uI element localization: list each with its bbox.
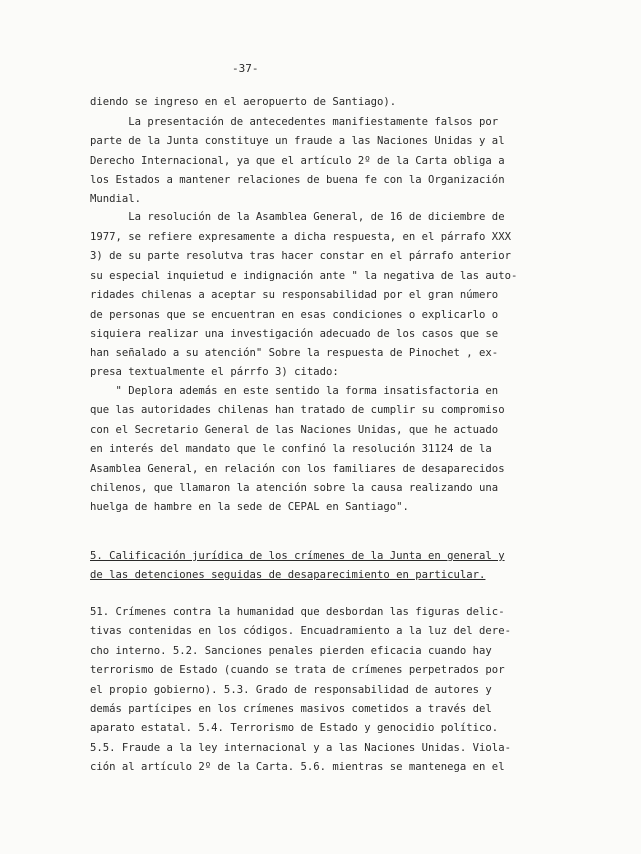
text-line: los Estados a mantener relaciones de buena fe con la Organización — [90, 174, 505, 186]
text-line: su especial inquietud e indignación ante " la negativa de las auto- — [90, 270, 518, 282]
text-line: siquiera realizar una investigación adecuado de los casos que se — [90, 328, 499, 340]
text-line: demás partícipes en los crímenes masivos cometidos a través del — [90, 703, 492, 715]
text-line: de personas que se encuentran en esas condiciones o explicarlo o — [90, 309, 499, 321]
text-line: ridades chilenas a aceptar su responsabilidad por el gran número — [90, 289, 499, 301]
text-line: cho interno. 5.2. Sanciones penales pierden eficacia cuando hay — [90, 645, 492, 657]
text-line: con el Secretario General de las Naciones Unidas, que he actuado — [90, 424, 499, 436]
text-line: " Deplora además en este sentido la forma insatisfactoria en — [90, 385, 499, 397]
text-line: Asamblea General, en relación con los familiares de desaparecidos — [90, 463, 505, 475]
text-line: que las autoridades chilenas han tratado de cumplir su compromiso — [90, 404, 505, 416]
text-line: 3) de su parte resolutva tras hacer constar en el párrafo anterior — [90, 250, 511, 262]
text-line: aparato estatal. 5.4. Terrorismo de Estado y genocidio político. — [90, 722, 499, 734]
text-line: presa textualmente el párrfo 3) citado: — [90, 366, 339, 378]
text-line: huelga de hambre en la sede de CEPAL en Santiago". — [90, 501, 409, 513]
text-line: 5.5. Fraude a la ley internacional y a las Naciones Unidas. Viola- — [90, 742, 511, 754]
page-number: -37- — [232, 62, 259, 75]
heading-line: 5. Calificación jurídica de los crímenes de la Junta en general y — [90, 550, 505, 562]
text-line: Mundial. — [90, 193, 142, 205]
text-line: chilenos, que llamaron la atención sobre la causa realizando una — [90, 482, 499, 494]
text-line: La resolución de la Asamblea General, de 16 de diciembre de — [90, 211, 505, 223]
text-line: 51. Crímenes contra la humanidad que desbordan las figuras delic- — [90, 606, 505, 618]
heading-line: de las detenciones seguidas de desaparecimiento en particular. — [90, 569, 486, 581]
text-line: han señalado a su atención" Sobre la respuesta de Pinochet , ex- — [90, 347, 499, 359]
text-line: La presentación de antecedentes manifiestamente falsos por — [90, 116, 499, 128]
text-line: ción al artículo 2º de la Carta. 5.6. mientras se mantenega en el — [90, 761, 505, 773]
text-line: diendo se ingreso en el aeropuerto de Santiago). — [90, 96, 397, 108]
text-line: Derecho Internacional, ya que el artículo 2º de la Carta obliga a — [90, 155, 505, 167]
text-line: 1977, se refiere expresamente a dicha respuesta, en el párrafo XXX — [90, 231, 511, 243]
text-line: el propio gobierno). 5.3. Grado de responsabilidad de autores y — [90, 684, 492, 696]
text-line: en interés del mandato que le confinó la resolución 31124 de la — [90, 443, 492, 455]
text-line: terrorismo de Estado (cuando se trata de crímenes perpetrados por — [90, 664, 505, 676]
text-line: parte de la Junta constituye un fraude a las Naciones Unidas y al — [90, 135, 505, 147]
text-line: tivas contenidas en los códigos. Encuadramiento a la luz del dere- — [90, 625, 511, 637]
